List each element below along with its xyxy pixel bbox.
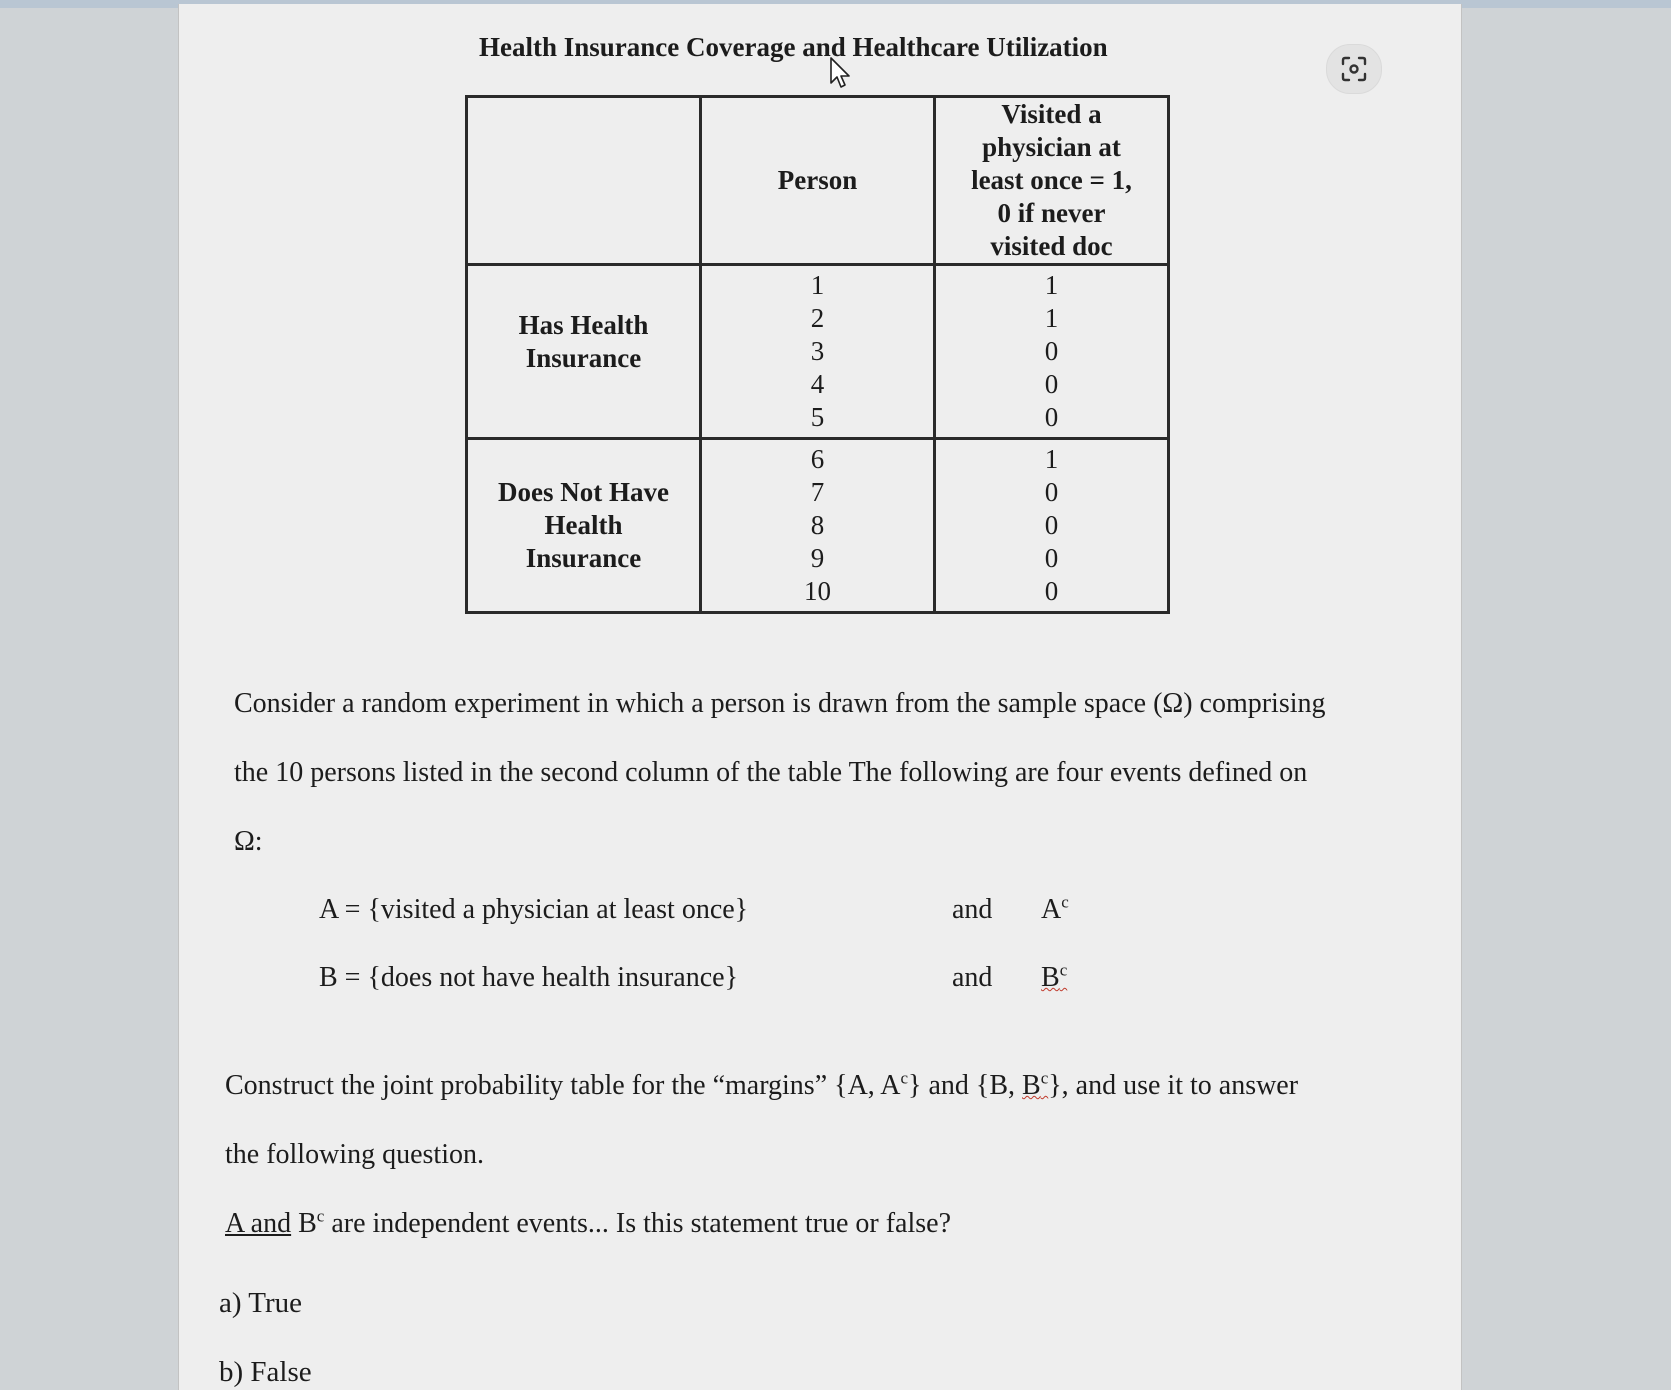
event-b-definition: B = {does not have health insurance} — [319, 962, 739, 993]
option-false[interactable]: b) False — [219, 1356, 312, 1388]
row-label-line: Health — [544, 510, 623, 540]
visited-value: 0 — [1044, 576, 1059, 606]
mouse-pointer-icon — [829, 56, 853, 90]
person-number: 10 — [804, 576, 831, 606]
instruction-text: } and {B, — [908, 1070, 1022, 1101]
row-label-line: Has Health — [518, 309, 649, 340]
visited-value: 0 — [1044, 477, 1059, 507]
person-number: 6 — [810, 444, 825, 474]
row-label-no-insurance — [467, 439, 701, 613]
paragraph-intro-line: the 10 persons listed in the second column of the table The following are four events defined on — [234, 757, 1308, 788]
visited-value: 1 — [1044, 303, 1059, 333]
row-label-line: Insurance — [525, 543, 642, 573]
header-visited-line: visited doc — [990, 231, 1113, 261]
row-label-line: Insurance — [525, 342, 642, 373]
event-a-definition: A = {visited a physician at least once} — [319, 894, 749, 925]
person-cell — [701, 439, 935, 613]
header-visited-line: least once = 1, — [971, 165, 1132, 195]
visited-value: 0 — [1044, 336, 1059, 366]
complement-superscript: c — [1059, 960, 1068, 980]
person-number: 2 — [810, 303, 825, 333]
row-label-line: Does Not Have — [498, 477, 669, 507]
screen-capture-icon — [1340, 55, 1368, 83]
question-text — [225, 1208, 951, 1240]
complement-superscript: c — [1040, 1068, 1049, 1088]
person-cell — [701, 265, 935, 439]
visited-value: 0 — [1044, 402, 1059, 432]
event-letter: B — [298, 1208, 317, 1239]
paragraph-instruction-line: the following question. — [225, 1139, 484, 1170]
and-label: and — [952, 962, 993, 993]
complement-spellcheck — [1022, 1070, 1048, 1101]
person-number: 9 — [810, 543, 825, 573]
event-letter: A — [1041, 894, 1062, 925]
header-visited-line: Visited a — [1001, 99, 1102, 129]
event-letter: B — [1022, 1070, 1041, 1101]
table-row — [467, 439, 1169, 613]
question-lead: A and — [225, 1208, 292, 1239]
visited-value: 0 — [1044, 369, 1059, 399]
event-letter: B — [1041, 962, 1060, 993]
complement-superscript: c — [316, 1206, 325, 1226]
header-person: Person — [701, 97, 935, 265]
event-a-complement — [1041, 894, 1069, 926]
complement-superscript: c — [1061, 892, 1069, 912]
visited-value: 1 — [1044, 444, 1059, 474]
visited-value: 1 — [1044, 270, 1059, 300]
person-number: 3 — [810, 336, 825, 366]
header-empty-cell — [467, 97, 701, 265]
row-label-has-insurance — [467, 265, 701, 439]
utilization-table — [465, 95, 1170, 614]
visited-value: 0 — [1044, 543, 1059, 573]
page-title: Health Insurance Coverage and Healthcare Utilization — [479, 32, 1108, 62]
header-visited — [935, 97, 1169, 265]
table-header-row — [467, 97, 1169, 265]
person-number: 5 — [810, 402, 825, 432]
person-number: 1 — [810, 270, 825, 300]
paragraph-instruction-line — [225, 1070, 1298, 1102]
instruction-text: Construct the joint probability table for the “margins” {A, A — [225, 1070, 901, 1101]
person-number: 8 — [810, 510, 825, 540]
table-row — [467, 265, 1169, 439]
screen-capture-button[interactable] — [1326, 44, 1382, 94]
visited-cell — [935, 439, 1169, 613]
instruction-text: }, and use it to answer — [1048, 1070, 1299, 1101]
person-number: 4 — [810, 369, 825, 399]
paragraph-intro-line: Consider a random experiment in which a person is drawn from the sample space (Ω) comprising — [234, 688, 1326, 719]
question-rest: are independent events... Is this statement true or false? — [324, 1208, 952, 1239]
option-true[interactable]: a) True — [219, 1287, 302, 1319]
visited-value: 0 — [1044, 510, 1059, 540]
person-number: 7 — [810, 477, 825, 507]
header-visited-line: physician at — [982, 132, 1121, 162]
document-page — [178, 4, 1462, 1390]
paragraph-intro-line: Ω: — [234, 826, 263, 857]
event-b-complement — [1041, 962, 1067, 994]
and-label: and — [952, 894, 993, 925]
complement-superscript: c — [900, 1068, 909, 1088]
visited-cell — [935, 265, 1169, 439]
header-visited-line: 0 if never — [997, 198, 1106, 228]
